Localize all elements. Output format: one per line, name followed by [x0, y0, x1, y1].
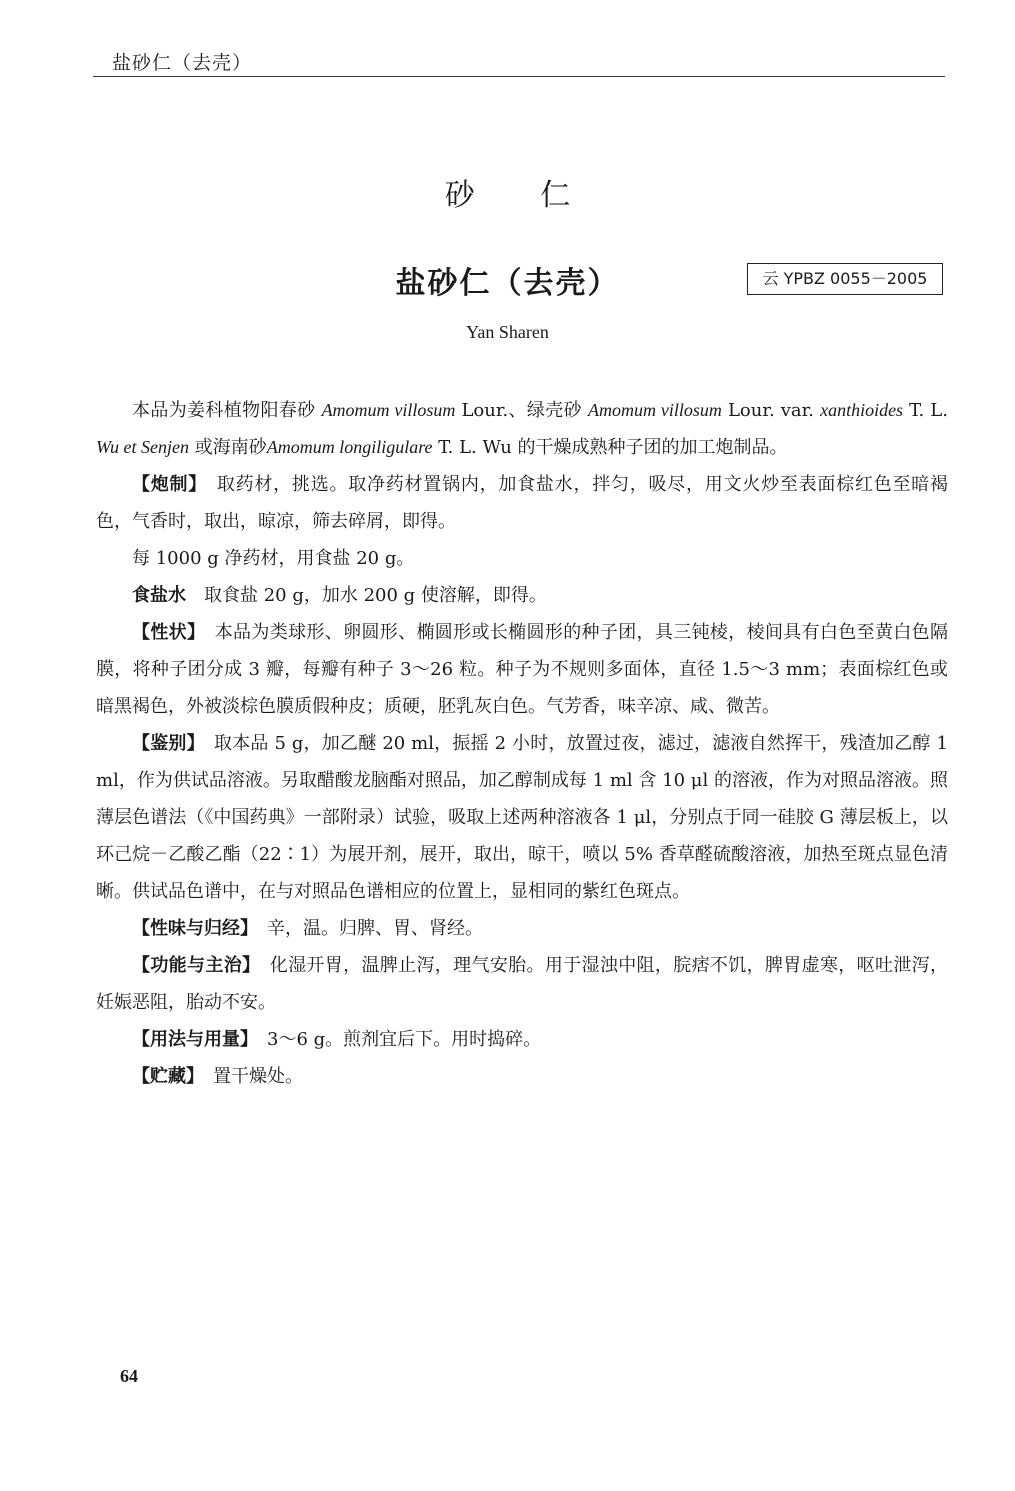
salt-water-heading: 食盐水: [132, 585, 186, 606]
section-title: 砂 仁: [444, 178, 599, 213]
pinyin-title: Yan Sharen: [466, 322, 549, 342]
intro-paragraph: 本品为姜科植物阳春砂 Amomum villosum Lour.、绿壳砂 Amomum villosum Lour. var. xanthioides T. L. Wu et Senjen 或海南砂Amomum longiligulare T. L. Wu 的干燥成熟种子团的加工炮制品。: [96, 400, 948, 458]
dosage-note: 每 1000 g 净药材，用食盐 20 g。: [132, 548, 415, 569]
page-title: 盐砂仁（去壳）: [395, 266, 620, 301]
page-number: 64: [120, 1366, 138, 1386]
function-heading: 【功能与主治】: [132, 955, 252, 976]
identification-heading: 【鉴别】: [132, 733, 196, 754]
salt-water-paragraph: 食盐水 取食盐 20 g，加水 200 g 使溶解，即得。: [132, 585, 547, 606]
processing-heading: 【炮制】: [132, 474, 199, 495]
nature-paragraph: 【性味与归经】 辛，温。归脾、胃、肾经。: [132, 918, 483, 939]
nature-heading: 【性味与归经】: [132, 918, 249, 939]
character-heading: 【性状】: [132, 622, 197, 643]
standard-number-box: 云 YPBZ 0055－2005: [747, 263, 943, 295]
processing-paragraph: 【炮制】 取药材，挑选。取净药材置锅内，加食盐水，拌匀，吸尽，用文火炒至表面棕红色至暗褐色，气香时，取出，晾凉，筛去碎屑，即得。: [96, 474, 949, 532]
identification-paragraph: 【鉴别】 取本品 5 g，加乙醚 20 ml，振摇 2 小时，放置过夜，滤过，滤液自然挥干，残渣加乙醇 1 ml，作为供试品溶液。另取醋酸龙脑酯对照品，加乙醇制成每 1 ml 含 10 μl 的溶液，作为对照品溶液。照薄层色谱法（《中国药典》一部附录）试验，吸取上述两种溶液各 1 μl，分别点于同一硅胶 G 薄层板上，以环己烷－乙酸乙酯（22∶1）为展开剂，展开，取出，晾干，喷以 5% 香草醛硫酸溶液，加热至斑点显色清晰。供试品色谱中，在与对照品色谱相应的位置上，显相同的紫红色斑点。: [96, 733, 948, 902]
usage-paragraph: 【用法与用量】 3～6 g。煎剂宜后下。用时捣碎。: [132, 1029, 542, 1050]
header-rule: [93, 76, 945, 77]
storage-heading: 【贮藏】: [132, 1066, 195, 1087]
usage-heading: 【用法与用量】: [132, 1029, 249, 1050]
monograph-body: [96, 392, 948, 1095]
function-paragraph: 【功能与主治】 化湿开胃，温脾止泻，理气安胎。用于湿浊中阻，脘痞不饥，脾胃虚寒，呕吐泄泻，妊娠恶阻，胎动不安。: [96, 955, 949, 1013]
running-header: 盐砂仁（去壳）: [112, 52, 253, 74]
storage-paragraph: 【贮藏】 置干燥处。: [132, 1066, 303, 1087]
character-paragraph: 【性状】 本品为类球形、卵圆形、椭圆形或长椭圆形的种子团，具三钝棱，棱间具有白色至黄白色隔膜，将种子团分成 3 瓣，每瓣有种子 3～26 粒。种子为不规则多面体，直径 1.5～3 mm；表面棕红色或暗黑褐色，外被淡棕色膜质假种皮；质硬，胚乳灰白色。气芳香，味辛凉、咸、微苦。: [96, 622, 949, 717]
